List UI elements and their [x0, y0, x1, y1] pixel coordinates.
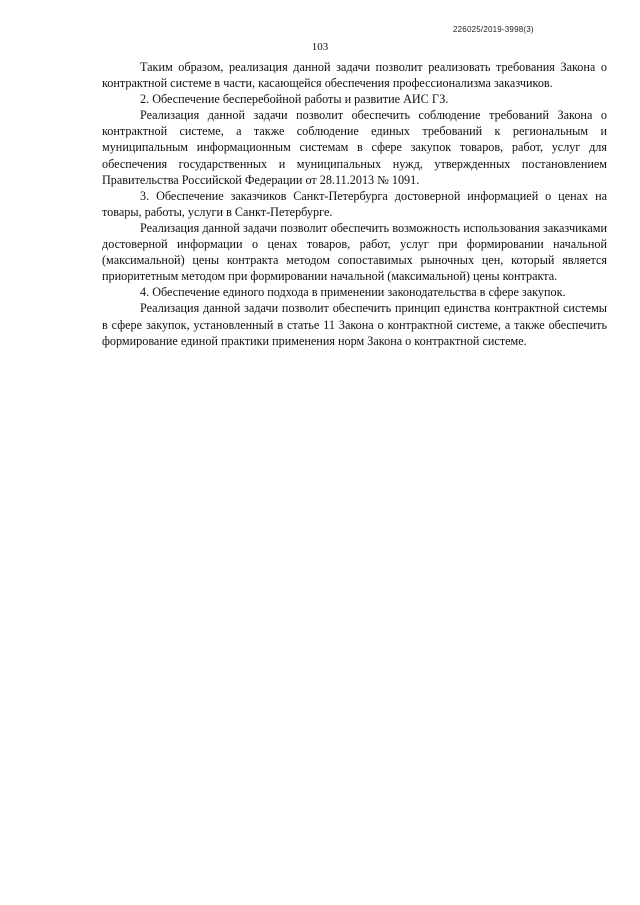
page-number: 103: [311, 41, 329, 53]
paragraph-task-3: Реализация данной задачи позволит обеспечить возможность использования заказчиками достоверной информации о ценах товаров, работ, услуг при формировании начальной (максимальной) цены контракта методом сопоставимых рыночных цен, который является приоритетным методом при формировании начальной (максимальной) цены контракта.: [102, 220, 607, 284]
paragraph-task-2: Реализация данной задачи позволит обеспечить соблюдение требований Закона о контрактной системе, а также соблюдение единых требований к региональным и муниципальным информационным системам в сфере закупок товаров, работ, услуг для обеспечения государственных и муниципальных нужд, утвержденных постановлением Правительства Российской Федерации от 28.11.2013 № 1091.: [102, 108, 607, 187]
paragraph-conclusion: Таким образом, реализация данной задачи позволит реализовать требования Закона о контрактной системе в части, касающейся обеспечения профессионализма заказчиков.: [102, 60, 607, 91]
paragraph-task-4: Реализация данной задачи позволит обеспечить принцип единства контрактной системы в сфере закупок, установленный в статье 11 Закона о контрактной системе, а также обеспечить формирование единой практики применения норм Закона о контрактной системе.: [102, 301, 607, 348]
task-heading-4: 4. Обеспечение единого подхода в применении законодательства в сфере закупок.: [140, 285, 566, 300]
task-heading-2: 2. Обеспечение бесперебойной работы и развитие АИС ГЗ.: [140, 92, 449, 107]
task-heading-3: 3. Обеспечение заказчиков Санкт-Петербурга достоверной информацией о ценах на товары, работы, услуги в Санкт-Петербурге.: [102, 188, 607, 219]
document-id: 226025/2019-3998(3): [453, 25, 534, 34]
document-body: [102, 59, 607, 349]
